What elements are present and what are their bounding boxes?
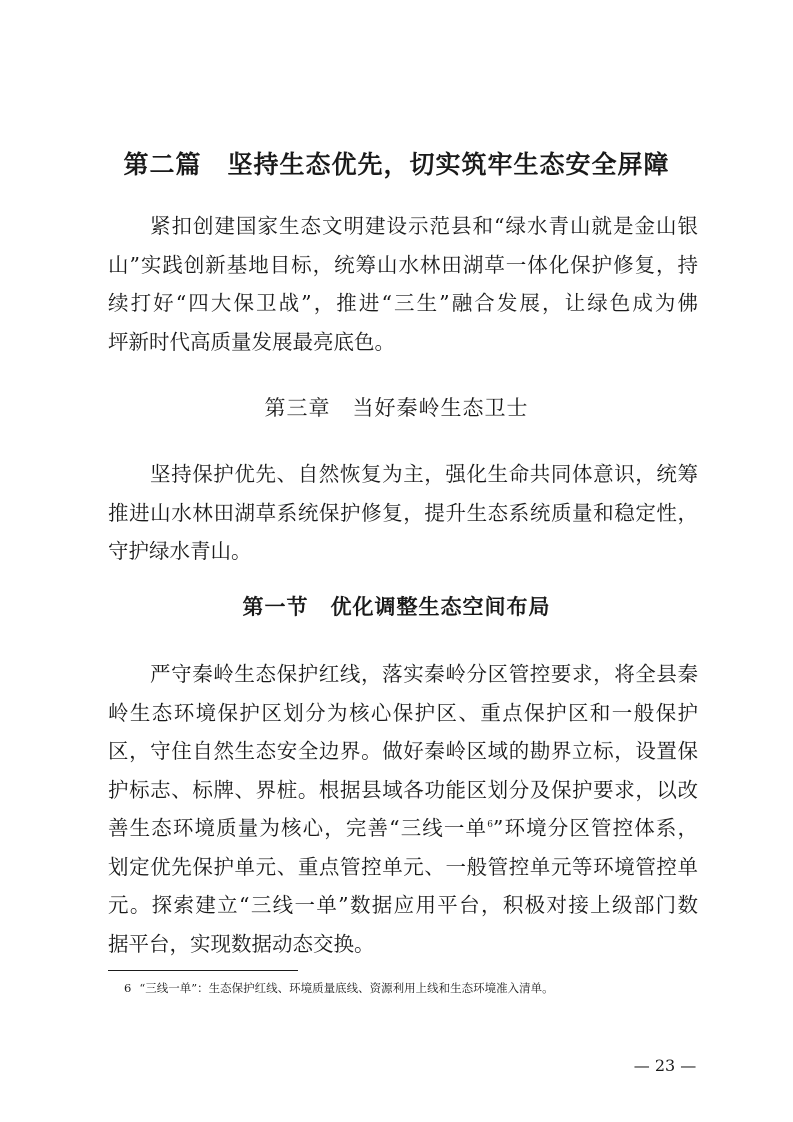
paragraph-line: 山”实践创新基地目标，统筹山水林田湖草一体化保护修复，持 [108, 252, 698, 277]
paragraph-line: 紧扣创建国家生态文明建设示范县和“绿水青山就是金山银 [150, 214, 698, 238]
footnote-number: 6 [124, 981, 132, 995]
footnote [124, 978, 554, 998]
paragraph-line: 守护绿水青山。 [108, 539, 252, 563]
paragraph-line: 严守秦岭生态保护红线，落实秦岭分区管控要求，将全县秦 [150, 662, 698, 686]
page-number: — 23 — [633, 1056, 697, 1075]
part-title: 第二篇 坚持生态优先，切实筑牢生态安全屏障 [123, 150, 670, 179]
footnote-reference[interactable]: 6 [487, 820, 493, 831]
paragraph-line: 元。探索建立“三线一单”数据应用平台，积极对接上级部门数 [108, 893, 698, 917]
line-text-before-ref: 善生态环境质量为核心，完善“三线一单 [108, 816, 488, 840]
paragraph-line: 续打好“四大保卫战”，推进“三生”融合发展，让绿色成为佛 [108, 291, 698, 315]
paragraph-line: 坚持保护优先、自然恢复为主，强化生命共同体意识，统筹 [150, 462, 698, 486]
paragraph-line: 区，守住自然生态安全边界。做好秦岭区域的勘界立标，设置保 [108, 739, 698, 763]
paragraph-line: 划定优先保护单元、重点管控单元、一般管控单元等环境管控单 [108, 854, 698, 879]
paragraph-line: 护标志、标牌、界桩。根据县域各功能区划分及保护要求，以改 [108, 777, 698, 802]
paragraph-line-with-footnote [108, 809, 698, 848]
section-title: 第一节 优化调整生态空间布局 [242, 595, 551, 619]
chapter-title: 第三章 当好秦岭生态卫士 [264, 396, 529, 420]
footnote-divider [108, 970, 298, 971]
intro-paragraph [108, 207, 698, 361]
paragraph-line: 坪新时代高质量发展最亮底色。 [108, 329, 395, 354]
chapter-paragraph [108, 455, 698, 571]
section-paragraph [108, 655, 698, 963]
paragraph-line: 推进山水林田湖草系统保护修复，提升生态系统质量和稳定性， [108, 500, 698, 525]
line-text-after-ref: ”环境分区管控体系， [492, 816, 699, 840]
paragraph-line: 据平台，实现数据动态交换。 [108, 931, 375, 956]
paragraph-line: 岭生态环境保护区划分为核心保护区、重点保护区和一般保护 [108, 700, 698, 725]
footnote-text: “三线一单”：生态保护红线、环境质量底线、资源利用上线和生态环境准入清单。 [139, 981, 554, 995]
